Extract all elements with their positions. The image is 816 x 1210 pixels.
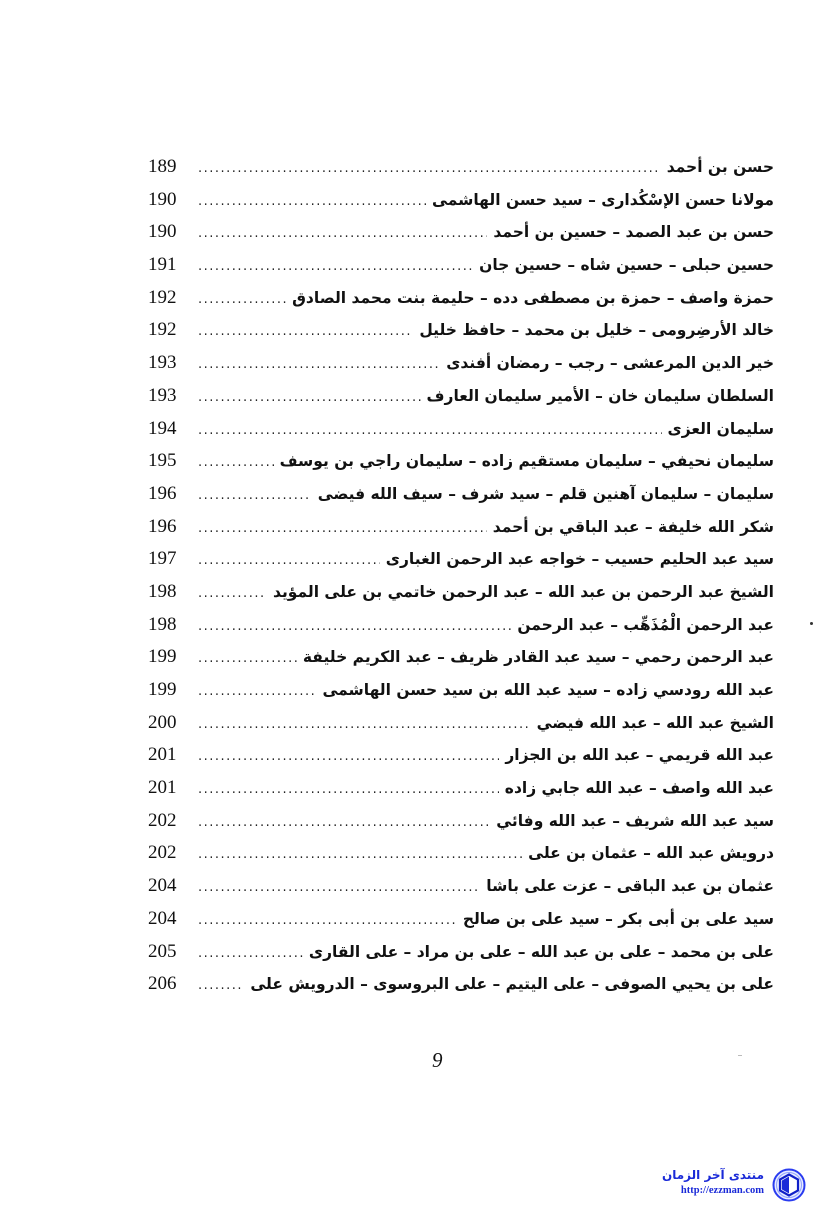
entry-title: سليمان العزى (667, 419, 774, 438)
entry-page-number: 190 (148, 221, 177, 243)
dot-leader (198, 970, 244, 1003)
entry-title: عبد الرحمن رحمي – سيد عبد القادر ظريف – عبد الكريم خليفة (302, 648, 774, 667)
dot-leader (198, 153, 661, 186)
dot-leader (198, 676, 316, 709)
entry-page-number: 201 (148, 744, 177, 766)
entry-page-number: 189 (148, 156, 177, 177)
entry-page-number: 192 (148, 319, 177, 341)
entry-title: سليمان – سليمان آهنين قلم – سيد شرف – سيف الله فيضى (317, 484, 774, 503)
entry-title: درويش عبد الله – عثمان بن على (528, 844, 774, 863)
entry-title: سيد على بن أبى بكر – سيد على بن صالح (462, 909, 774, 928)
dot-leader (198, 316, 413, 349)
watermark-site-name: منتدى آخر الزمان (662, 1168, 764, 1182)
toc-entry (148, 478, 774, 511)
entry-title: حسن بن عبد الصمد – حسين بن أحمد (493, 223, 774, 242)
toc-entry (148, 772, 774, 805)
entry-title: عبد الله واصف – عبد الله جابي زاده (504, 779, 774, 798)
entry-title: على بن يحيي الصوفى – على اليتيم – على البروسوى – الدرويش على (250, 975, 774, 994)
dot-leader (198, 643, 297, 676)
dot-leader (198, 251, 473, 284)
page-folio-number: 9 (432, 1048, 443, 1072)
entry-title: عثمان بن عبد الباقى – عزت على باشا (486, 877, 774, 896)
entry-page-number: 206 (148, 973, 177, 995)
dot-leader (198, 807, 490, 840)
toc-entry (148, 543, 774, 576)
entry-page-number: 199 (148, 679, 177, 700)
toc-entry (148, 609, 774, 642)
entry-title: شكر الله خليفة – عبد الباقي بن أحمد (492, 517, 774, 536)
entry-page-number: 194 (148, 417, 177, 439)
toc-entry (148, 445, 774, 478)
entry-title: الشيخ عبد الرحمن بن عبد الله – عبد الرحمن خاتمي بن على المؤيد (273, 582, 774, 601)
toc-entry (148, 707, 774, 740)
dot-leader (198, 447, 274, 480)
dot-leader (198, 415, 662, 448)
entry-page-number: 191 (148, 254, 177, 276)
dot-leader (198, 545, 380, 578)
toc-entry (148, 739, 774, 772)
entry-title: حسن بن أحمد (666, 158, 774, 176)
scan-mark (738, 1055, 742, 1056)
forum-watermark (628, 1168, 808, 1200)
entry-page-number: 190 (148, 188, 177, 210)
toc-entry (148, 282, 774, 315)
toc-entry (148, 936, 774, 969)
entry-page-number: 202 (148, 842, 177, 864)
entry-page-number: 198 (148, 580, 177, 602)
toc-entry (148, 347, 774, 380)
toc-entry (148, 151, 774, 184)
dot-leader (198, 938, 303, 971)
entry-title: سيد عبد الله شريف – عبد الله وفائي (496, 811, 774, 830)
entry-page-number: 199 (148, 646, 177, 668)
dot-leader (198, 218, 487, 251)
watermark-url: http://ezzman.com (680, 1185, 764, 1196)
scan-speck (810, 622, 813, 625)
toc-entry (148, 870, 774, 903)
entry-page-number: 202 (148, 809, 177, 831)
toc-entry (148, 903, 774, 936)
toc-entry (148, 805, 774, 838)
toc-entry (148, 216, 774, 249)
dot-leader (198, 709, 531, 742)
dot-leader (198, 839, 522, 872)
toc-entry (148, 837, 774, 870)
table-of-contents (148, 151, 774, 1001)
dot-leader (198, 186, 426, 219)
entry-page-number: 204 (148, 907, 177, 929)
entry-page-number: 201 (148, 777, 177, 799)
dot-leader (198, 905, 457, 938)
entry-title: سيد عبد الحليم حسيب – خواجه عبد الرحمن الغبارى (385, 550, 774, 569)
entry-page-number: 192 (148, 286, 177, 308)
toc-entry (148, 674, 774, 707)
entry-title: عبد الله قريمي – عبد الله بن الجزار (505, 746, 774, 765)
entry-title: عبد الرحمن الْمُذَهِّب – عبد الرحمن (517, 615, 774, 634)
dot-leader (198, 741, 499, 774)
toc-entry (148, 413, 774, 446)
entry-page-number: 197 (148, 548, 177, 570)
entry-title: خير الدين المرعشى – رجب – رمضان أفندى (446, 354, 774, 373)
dot-leader (198, 513, 487, 546)
toc-entry (148, 576, 774, 609)
toc-entry (148, 380, 774, 413)
entry-title: حمزة واصف – حمزة بن مصطفى دده – حليمة بنت محمد الصادق (292, 288, 774, 307)
toc-entry (148, 249, 774, 282)
entry-page-number: 196 (148, 482, 177, 504)
entry-page-number: 193 (148, 384, 177, 406)
dot-leader (198, 480, 312, 513)
toc-entry (148, 184, 774, 217)
entry-title: خالد الأرضِرومى – خليل بن محمد – حافظ خليل (419, 321, 774, 340)
dot-leader (198, 611, 511, 644)
dot-leader (198, 349, 440, 382)
dot-leader (198, 872, 480, 905)
hexagon-shield-icon (772, 1168, 806, 1202)
dot-leader (198, 382, 421, 415)
entry-page-number: 196 (148, 515, 177, 537)
toc-entry (148, 314, 774, 347)
dot-leader (198, 774, 499, 807)
entry-title: مولانا حسن الإسْكُدارى – سيد حسن الهاشمى (432, 190, 774, 209)
toc-entry (148, 641, 774, 674)
entry-title: عبد الله رودسي زاده – سيد عبد الله بن سيد حسن الهاشمى (322, 681, 774, 699)
entry-title: الشيخ عبد الله – عبد الله فيضي (536, 713, 774, 732)
entry-title: سليمان نحيفي – سليمان مستقيم زاده – سليمان راجي بن يوسف (279, 452, 774, 471)
entry-page-number: 204 (148, 875, 177, 897)
entry-page-number: 195 (148, 450, 177, 472)
dot-leader (198, 578, 267, 611)
entry-page-number: 200 (148, 711, 177, 733)
toc-entry (148, 511, 774, 544)
entry-title: على بن محمد – على بن عبد الله – على بن مراد – على القارى (308, 942, 774, 961)
entry-page-number: 193 (148, 352, 177, 374)
dot-leader (198, 284, 286, 317)
entry-title: حسين حبلى – حسين شاه – حسين جان (479, 256, 774, 275)
entry-title: السلطان سليمان خان – الأمير سليمان العارف (426, 386, 774, 405)
toc-entry (148, 968, 774, 1001)
entry-page-number: 205 (148, 940, 177, 962)
entry-page-number: 198 (148, 613, 177, 635)
